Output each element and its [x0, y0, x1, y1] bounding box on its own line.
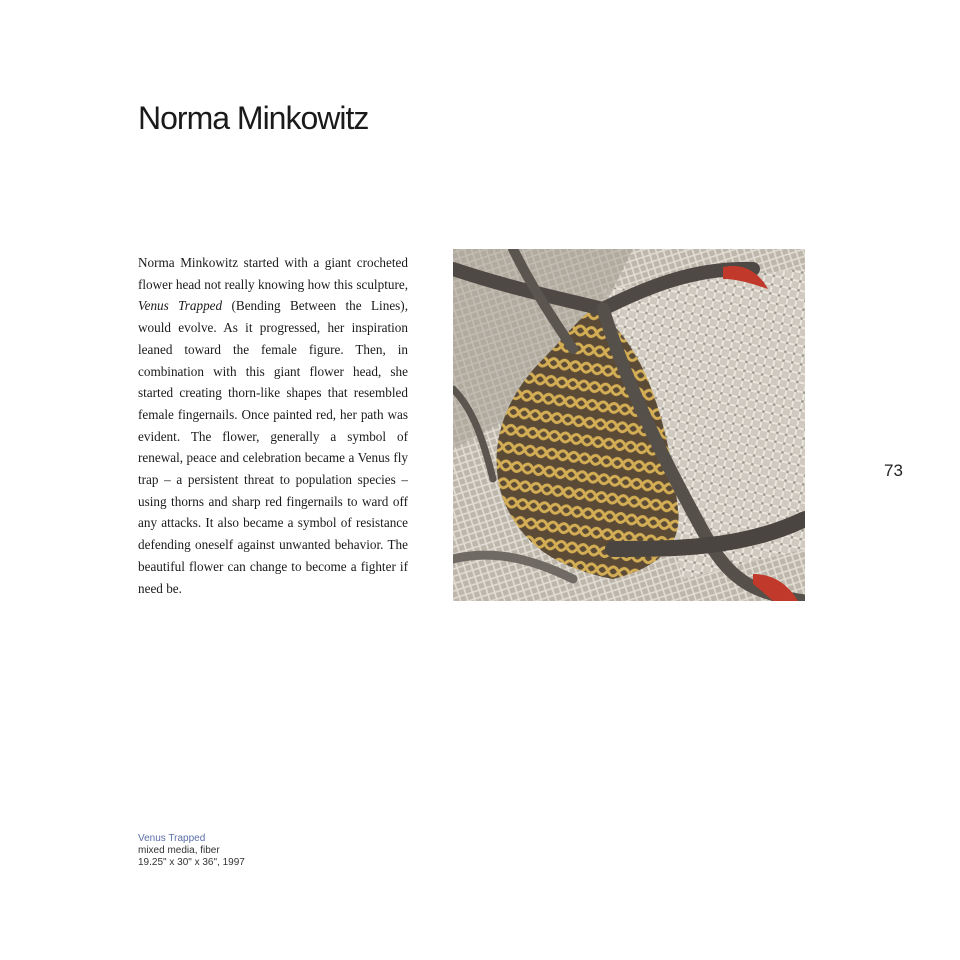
artwork-caption	[138, 833, 245, 869]
body-text-part-1: Norma Minkowitz started with a giant crocheted flower head not really knowing how this sculpture,	[138, 255, 408, 292]
body-paragraph	[138, 252, 408, 599]
caption-medium: mixed media, fiber	[138, 845, 220, 856]
body-text-part-2: (Bending Between the Lines), would evolve. As it progressed, her inspiration leaned toward the female figure. Then, in combination with this giant flower head, she started creating thorn-like shapes that resembled female fingernails. Once painted red, her path was evident. The flower, generally a symbol of renewal, peace and celebration became a Venus fly trap – a persistent threat to population species –using thorns and sharp red fingernails to ward off any attacks. It also became a symbol of resistance defending oneself against unwanted behavior. The beautiful flower can change to become a fighter if need be.	[138, 298, 408, 596]
page-title: Norma Minkowitz	[138, 100, 369, 136]
artwork-photo	[453, 249, 805, 601]
caption-dimensions: 19.25" x 30" x 36", 1997	[138, 857, 245, 868]
artwork-illustration	[453, 249, 805, 601]
caption-title: Venus Trapped	[138, 833, 206, 844]
page-number: 73	[884, 461, 903, 480]
artwork-title-italic: Venus Trapped	[138, 298, 223, 314]
